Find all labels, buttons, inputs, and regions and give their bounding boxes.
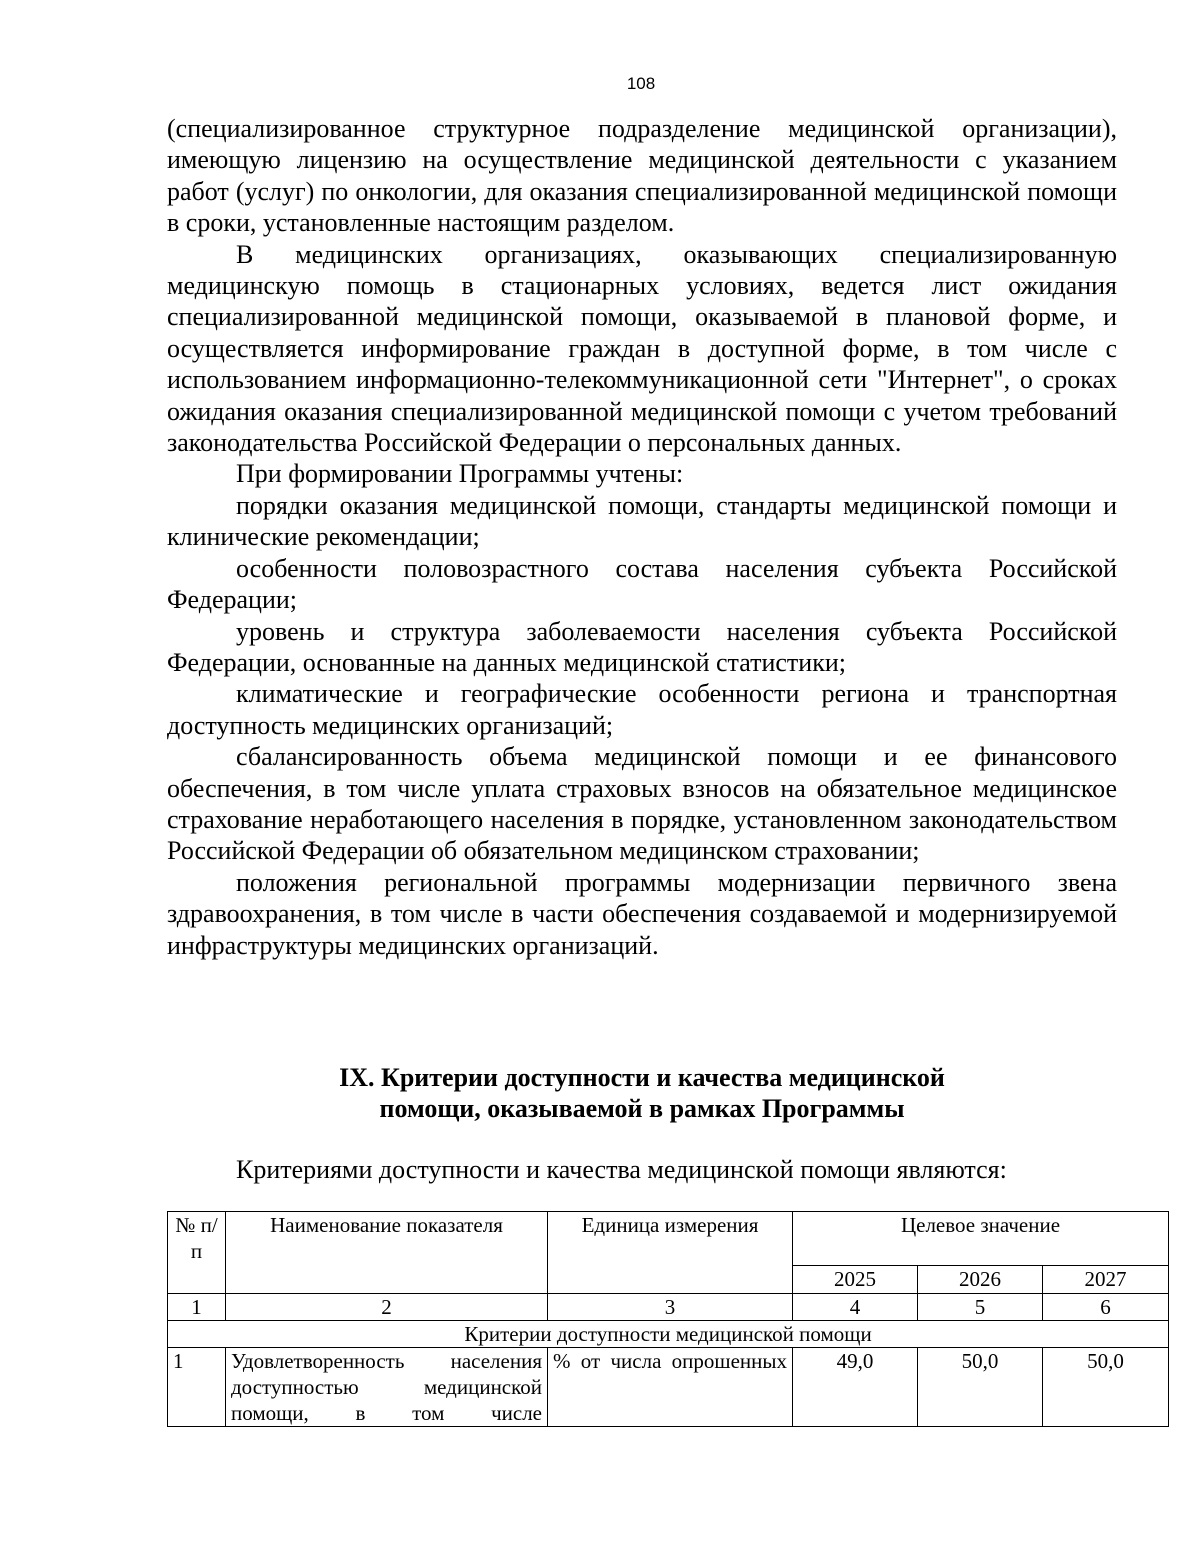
criteria-table [167, 1211, 1169, 1427]
paragraph: положения региональной программы модернизации первичного звена здравоохранения, в том числе в части обеспечения создаваемой и модернизируемой инфраструктуры медицинских организаций. [167, 867, 1117, 960]
row-value: 50,0 [1043, 1348, 1169, 1427]
row-unit: % от числа опрошенных [548, 1348, 793, 1427]
paragraph: При формировании Программы учтены: [236, 459, 684, 489]
section-heading [167, 1062, 1117, 1124]
paragraph: (специализированное структурное подразделение медицинской организации), имеющую лицензию на осуществление медицинской деятельности с указанием работ (услуг) по онкологии, для оказания специализированной медицинской помощи в сроки, установленные настоящим разделом. [167, 114, 1117, 238]
column-number: 4 [793, 1294, 918, 1321]
row-value: 50,0 [918, 1348, 1043, 1427]
page-number: 108 [626, 74, 656, 93]
header-name: Наименование показателя [226, 1212, 548, 1294]
column-number: 5 [918, 1294, 1043, 1321]
table-intro: Критериями доступности и качества медицинской помощи являются: [236, 1155, 1007, 1184]
section-heading-line: IX. Критерии доступности и качества медицинской [339, 1063, 945, 1092]
table-row [168, 1348, 1169, 1427]
header-year: 2025 [793, 1266, 918, 1294]
column-number: 3 [548, 1294, 793, 1321]
header-num: № п/п [168, 1212, 226, 1294]
paragraph: уровень и структура заболеваемости населения субъекта Российской Федерации, основанные на данных медицинской статистики; [167, 616, 1117, 677]
row-name: Удовлетворенность населения доступностью медицинской помощи, в том числе [226, 1348, 548, 1427]
column-number: 2 [226, 1294, 548, 1321]
header-unit: Единица измерения [548, 1212, 793, 1294]
paragraph: порядки оказания медицинской помощи, стандарты медицинской помощи и клинические рекомендации; [167, 490, 1117, 552]
column-number: 1 [168, 1294, 226, 1321]
paragraph: В медицинских организациях, оказывающих специализированную медицинскую помощь в стационарных условиях, ведется лист ожидания специализированной медицинской помощи, оказываемой в плановой форме, и осуществляется информирование граждан в доступной форме, в том числе с использованием информационно-телекоммуникационной сети "Интернет", о сроках ожидания оказания специализированной медицинской помощи с учетом требований законодательства Российской Федерации о персональных данных. [167, 239, 1117, 458]
paragraph: сбалансированность объема медицинской помощи и ее финансового обеспечения, в том числе уплата страховых взносов на обязательное медицинское страхование неработающего населения в порядке, установленном законодательством Российской Федерации об обязательном медицинском страховании; [167, 742, 1117, 866]
body-text [167, 113, 1117, 961]
header-year: 2027 [1043, 1266, 1169, 1294]
row-num: 1 [168, 1348, 226, 1427]
column-number: 6 [1043, 1294, 1169, 1321]
paragraph: особенности половозрастного состава населения субъекта Российской Федерации; [167, 553, 1117, 615]
row-value: 49,0 [793, 1348, 918, 1427]
paragraph: климатические и географические особенности региона и транспортная доступность медицинских организаций; [167, 679, 1117, 740]
header-year: 2026 [918, 1266, 1043, 1294]
header-target: Целевое значение [793, 1212, 1169, 1266]
section-heading-line: помощи, оказываемой в рамках Программы [379, 1094, 905, 1123]
table-section-title: Критерии доступности медицинской помощи [168, 1321, 1169, 1348]
